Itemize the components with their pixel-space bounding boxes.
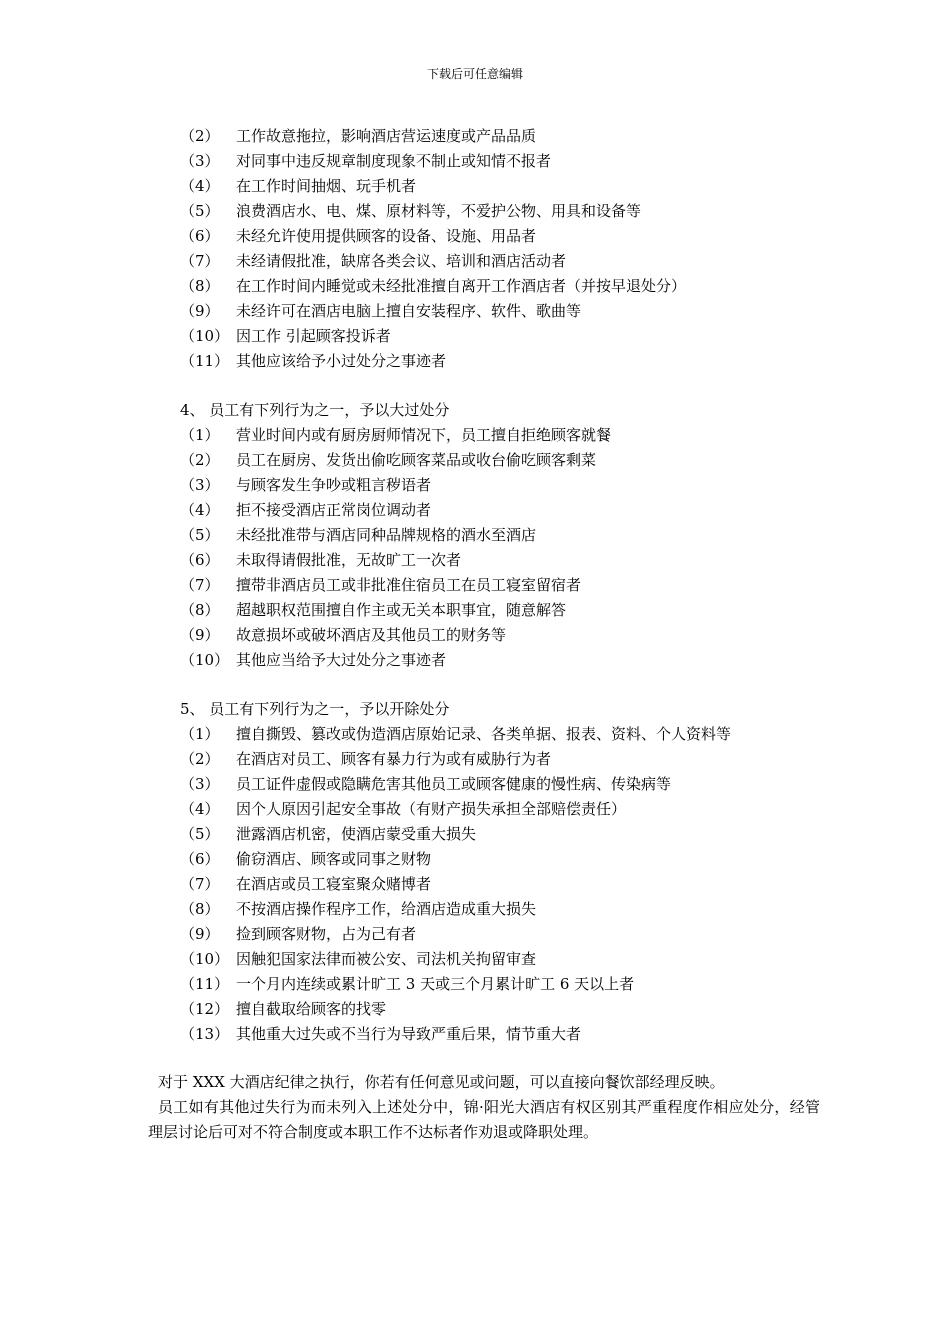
item-text: 因工作 引起顾客投诉者 [236,327,391,345]
page-header: 下载后可任意编辑 [426,67,523,81]
item-number: （8） [180,277,220,295]
item-number: （1） [180,426,220,444]
list-item [0,149,950,174]
list-item [0,747,950,772]
item-number: （2） [180,750,220,768]
item-number: （6） [180,551,220,569]
closing-paragraph-other-offenses: 员工如有其他过失行为而未列入上述处分中，锦·阳光大酒店有权区别其严重程度作相应处分，经管理层讨论后可对不符合制度或本职工作不达标者作劝退或降职处理。 [148,1098,820,1141]
list-item [0,199,950,224]
item-number: （9） [180,925,220,943]
item-number: （1） [180,725,220,743]
list-item [0,972,950,997]
list-item [0,124,950,149]
major-demerit-heading: 4、 员工有下列行为之一，予以大过处分 [180,401,450,419]
item-number: （3） [180,476,220,494]
list-item [0,872,950,897]
item-text: 在酒店或员工寝室聚众赌博者 [236,875,432,893]
item-text: 员工在厨房、发货出偷吃顾客菜品或收台偷吃顾客剩菜 [236,451,597,469]
item-number: （5） [180,202,220,220]
list-item [0,897,950,922]
item-text: 偷窃酒店、顾客或同事之财物 [236,850,432,868]
list-item [0,473,950,498]
list-item [0,349,950,374]
item-text: 擅带非酒店员工或非批准住宿员工在员工寝室留宿者 [236,576,582,594]
item-text: 拒不接受酒店正常岗位调动者 [236,501,432,519]
list-item [0,722,950,747]
item-text: 工作故意拖拉，影响酒店营运速度或产品品质 [236,127,537,145]
item-text: 其他应该给予小过处分之事迹者 [236,352,447,370]
list-item [0,324,950,349]
item-number: （4） [180,177,220,195]
list-item [0,1022,950,1047]
item-number: （8） [180,601,220,619]
list-item [0,548,950,573]
item-number: （3） [180,775,220,793]
item-number: （8） [180,900,220,918]
list-item [0,922,950,947]
list-item [0,623,950,648]
item-number: （9） [180,626,220,644]
item-text: 未经允许使用提供顾客的设备、设施、用品者 [236,227,537,245]
item-number: （3） [180,152,220,170]
list-item [0,598,950,623]
item-text: 超越职权范围擅自作主或无关本职事宜，随意解答 [236,601,567,619]
item-number: （4） [180,501,220,519]
item-text: 其他重大过失或不当行为导致严重后果，情节重大者 [236,1025,582,1043]
list-item [0,847,950,872]
item-number: （10） [180,651,230,669]
dismissal-heading: 5、 员工有下列行为之一，予以开除处分 [180,700,450,718]
item-text: 未经请假批准，缺席各类会议、培训和酒店活动者 [236,252,567,270]
major-demerit-list [0,423,950,673]
item-text: 擅自撕毁、篡改或伪造酒店原始记录、各类单据、报表、资料、个人资料等 [236,725,732,743]
list-item [0,498,950,523]
list-item [0,573,950,598]
list-item [0,423,950,448]
list-item [0,299,950,324]
item-text: 擅自截取给顾客的找零 [236,1000,387,1018]
item-text: 未经批准带与酒店同种品牌规格的酒水至酒店 [236,526,537,544]
list-item [0,224,950,249]
list-item [0,448,950,473]
item-text: 与顾客发生争吵或粗言秽语者 [236,476,432,494]
item-number: （5） [180,526,220,544]
item-number: （2） [180,451,220,469]
item-text: 一个月内连续或累计旷工 3 天或三个月累计旷工 6 天以上者 [236,975,635,993]
item-number: （7） [180,252,220,270]
item-number: （10） [180,950,230,968]
item-text: 其他应当给予大过处分之事迹者 [236,651,447,669]
list-item [0,822,950,847]
item-text: 不按酒店操作程序工作，给酒店造成重大损失 [236,900,537,918]
item-number: （6） [180,227,220,245]
item-text: 在酒店对员工、顾客有暴力行为或有威胁行为者 [236,750,552,768]
item-text: 在工作时间抽烟、玩手机者 [236,177,417,195]
item-text: 泄露酒店机密，使酒店蒙受重大损失 [236,825,477,843]
item-number: （13） [180,1025,230,1043]
item-number: （7） [180,576,220,594]
item-text: 因个人原因引起安全事故（有财产损失承担全部赔偿责任） [236,800,627,818]
item-number: （11） [180,352,230,370]
item-number: （6） [180,850,220,868]
item-number: （10） [180,327,230,345]
list-item [0,174,950,199]
closing-paragraph-feedback: 对于 XXX 大酒店纪律之执行，你若有任何意见或问题，可以直接向餐饮部经理反映。 [158,1073,725,1091]
item-text: 捡到顾客财物，占为己有者 [236,925,417,943]
list-item [0,772,950,797]
list-item [0,249,950,274]
item-text: 因触犯国家法律而被公安、司法机关拘留审查 [236,950,537,968]
list-item [0,523,950,548]
item-text: 未取得请假批准，无故旷工一次者 [236,551,462,569]
dismissal-list [0,722,950,1047]
item-number: （2） [180,127,220,145]
item-text: 营业时间内或有厨房厨师情况下，员工擅自拒绝顾客就餐 [236,426,612,444]
item-text: 员工证件虚假或隐瞒危害其他员工或顾客健康的慢性病、传染病等 [236,775,672,793]
item-number: （7） [180,875,220,893]
list-item [0,274,950,299]
item-number: （4） [180,800,220,818]
list-item [0,648,950,673]
minor-demerit-list [0,124,950,374]
item-text: 故意损坏或破坏酒店及其他员工的财务等 [236,626,507,644]
item-text: 未经许可在酒店电脑上擅自安装程序、软件、歌曲等 [236,302,582,320]
list-item [0,797,950,822]
item-number: （11） [180,975,230,993]
list-item [0,997,950,1022]
item-text: 对同事中违反规章制度现象不制止或知情不报者 [236,152,552,170]
item-text: 浪费酒店水、电、煤、原材料等，不爱护公物、用具和设备等 [236,202,642,220]
list-item [0,947,950,972]
item-number: （5） [180,825,220,843]
item-number: （12） [180,1000,230,1018]
item-text: 在工作时间内睡觉或未经批准擅自离开工作酒店者（并按早退处分） [236,277,687,295]
item-number: （9） [180,302,220,320]
